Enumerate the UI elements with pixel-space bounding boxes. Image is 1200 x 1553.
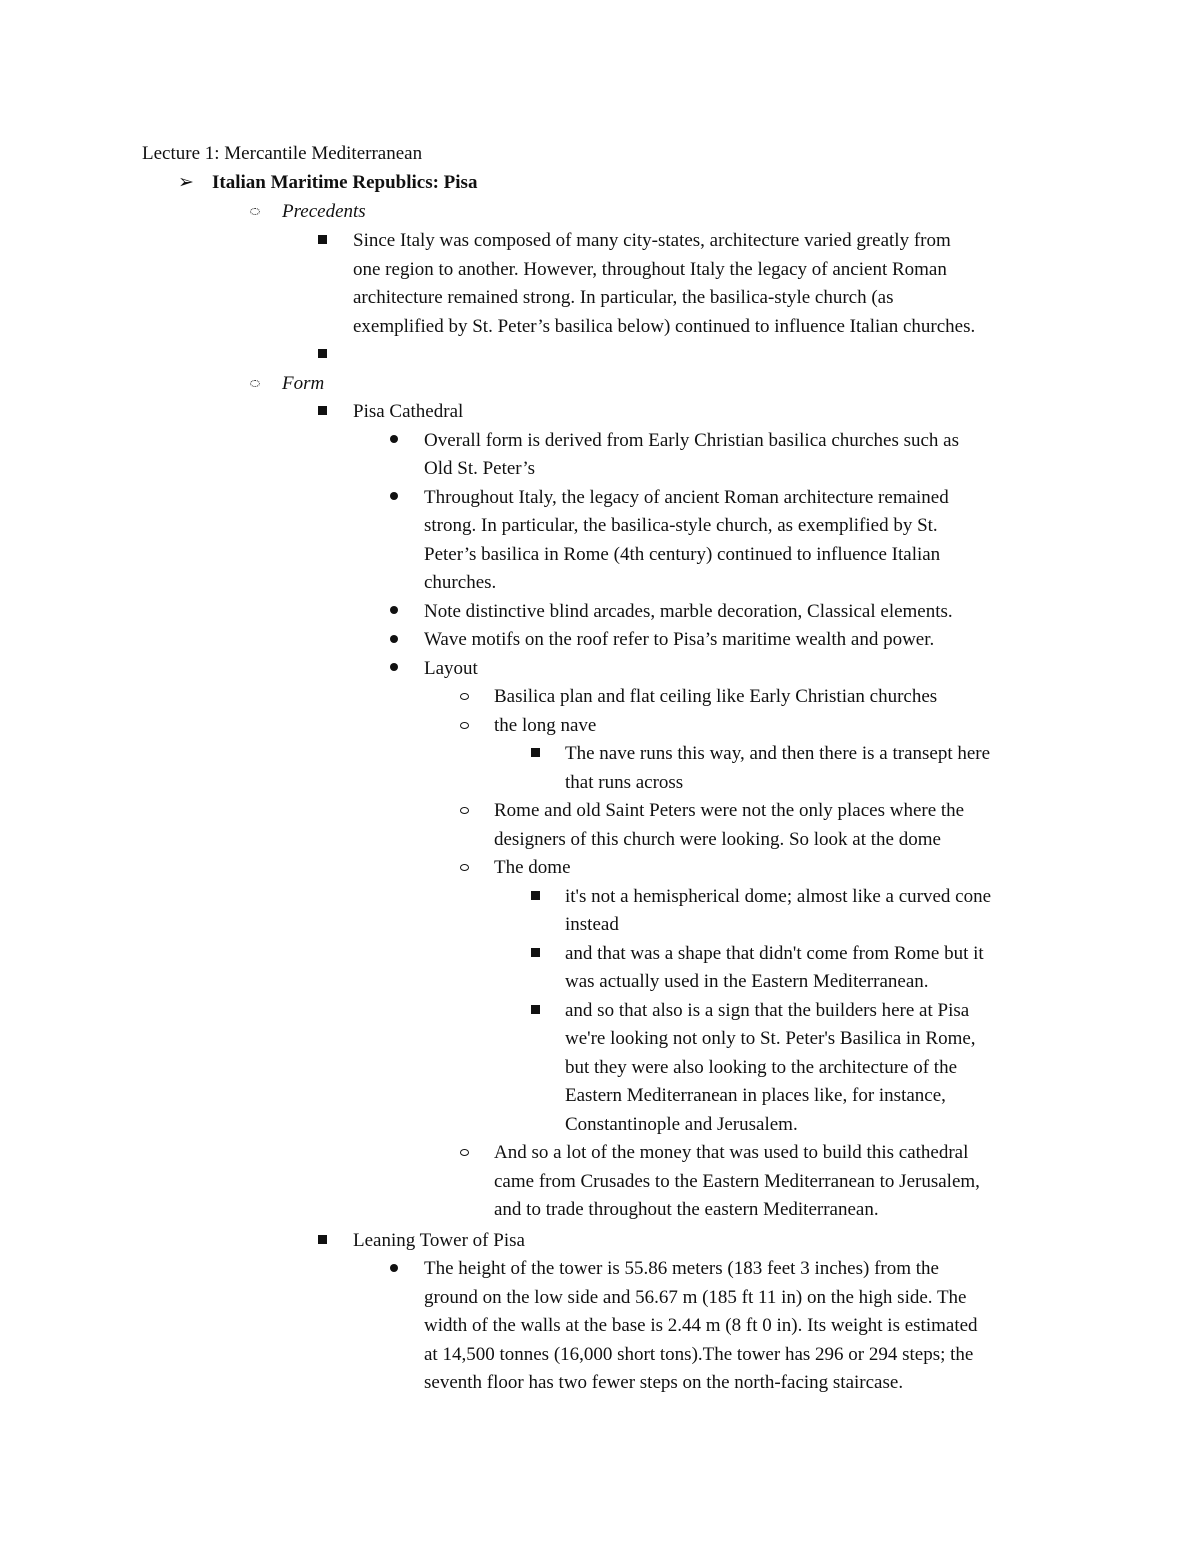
tower-point: at 14,500 tonnes (16,000 short tons).The tower has 296 or 294 steps; the bbox=[424, 1343, 974, 1365]
tower-label: Leaning Tower of Pisa bbox=[353, 1229, 525, 1251]
dome-subitem: and so that also is a sign that the builders here at Pisa bbox=[565, 999, 970, 1021]
square-bullet-icon bbox=[531, 940, 540, 969]
ring-bullet-icon bbox=[460, 797, 469, 826]
hollow-bullet-icon bbox=[250, 370, 260, 399]
precedents-label: Precedents bbox=[282, 201, 366, 222]
dome-subitem: Constantinople and Jerusalem. bbox=[565, 1113, 798, 1135]
tower-point: The height of the tower is 55.86 meters (183 feet 3 inches) from the bbox=[424, 1258, 939, 1279]
layout-item: designers of this church were looking. So look at the dome bbox=[494, 828, 941, 850]
layout-label: Layout bbox=[424, 657, 478, 679]
layout-item: And so a lot of the money that was used to build this cathedral bbox=[494, 1142, 969, 1163]
form-label: Form bbox=[282, 372, 325, 394]
round-bullet-icon bbox=[390, 598, 398, 627]
tower-point: width of the walls at the base is 2.44 m (8 ft 0 in). Its weight is estimated bbox=[424, 1315, 978, 1336]
cathedral-point: churches. bbox=[424, 572, 497, 593]
ring-bullet-icon bbox=[460, 712, 469, 741]
dome-subitem: but they were also looking to the architecture of the bbox=[565, 1056, 958, 1078]
round-bullet-icon bbox=[390, 484, 398, 513]
precedents-paragraph-line: Since Italy was composed of many city-states, architecture varied greatly from bbox=[353, 230, 951, 251]
round-bullet-icon bbox=[390, 1255, 398, 1284]
tower-point: seventh floor has two fewer steps on the north-facing staircase. bbox=[424, 1372, 904, 1393]
dome-subitem: and that was a shape that didn't come from Rome but it bbox=[565, 942, 984, 964]
cathedral-point: Old St. Peter’s bbox=[424, 458, 536, 479]
layout-item: Rome and old Saint Peters were not the only places where the bbox=[494, 800, 965, 821]
square-bullet-icon bbox=[318, 1227, 327, 1256]
hollow-bullet-icon bbox=[250, 198, 260, 227]
cathedral-point: Note distinctive blind arcades, marble decoration, Classical elements. bbox=[424, 600, 953, 622]
square-bullet-icon bbox=[318, 398, 327, 427]
dome-subitem: was actually used in the Eastern Mediterranean. bbox=[565, 971, 929, 992]
layout-subitem: that runs across bbox=[565, 771, 684, 793]
cathedral-point: Wave motifs on the roof refer to Pisa’s maritime wealth and power. bbox=[424, 629, 935, 650]
ring-bullet-icon bbox=[460, 683, 469, 712]
layout-item: the long nave bbox=[494, 714, 597, 736]
cathedral-label: Pisa Cathedral bbox=[353, 401, 464, 422]
square-bullet-icon bbox=[318, 227, 327, 256]
cathedral-point: Throughout Italy, the legacy of ancient Roman architecture remained bbox=[424, 486, 949, 508]
ring-bullet-icon bbox=[460, 1139, 469, 1168]
square-bullet-icon bbox=[531, 883, 540, 912]
cathedral-point: Peter’s basilica in Rome (4th century) continued to influence Italian bbox=[424, 543, 941, 565]
ring-bullet-icon bbox=[460, 854, 469, 883]
round-bullet-icon bbox=[390, 655, 398, 684]
dome-subitem: it's not a hemispherical dome; almost like a curved cone bbox=[565, 885, 992, 907]
layout-item: came from Crusades to the Eastern Mediterranean to Jerusalem, bbox=[494, 1170, 980, 1192]
layout-subitem: The nave runs this way, and then there is a transept here bbox=[565, 743, 991, 764]
round-bullet-icon bbox=[390, 626, 398, 655]
layout-item: The dome bbox=[494, 857, 571, 878]
cathedral-point: Overall form is derived from Early Christian basilica churches such as bbox=[424, 429, 959, 451]
precedents-paragraph-line: exemplified by St. Peter’s basilica below) continued to influence Italian churches. bbox=[353, 315, 976, 337]
square-bullet-icon bbox=[531, 740, 540, 769]
precedents-paragraph-line: one region to another. However, throughout Italy the legacy of ancient Roman bbox=[353, 258, 947, 280]
dome-subitem: instead bbox=[565, 914, 619, 935]
tower-point: ground on the low side and 56.67 m (185 ft 11 in) on the high side. The bbox=[424, 1286, 967, 1308]
document-title: Lecture 1: Mercantile Mediterranean bbox=[142, 143, 423, 164]
round-bullet-icon bbox=[390, 427, 398, 456]
square-bullet-icon bbox=[318, 341, 327, 370]
dome-subitem: Eastern Mediterranean in places like, for instance, bbox=[565, 1085, 946, 1106]
square-bullet-icon bbox=[531, 997, 540, 1026]
arrowhead-bullet-icon: ➢ bbox=[178, 172, 194, 193]
dome-subitem: we're looking not only to St. Peter's Basilica in Rome, bbox=[565, 1028, 976, 1049]
cathedral-point: strong. In particular, the basilica-style church, as exemplified by St. bbox=[424, 515, 938, 536]
layout-item: Basilica plan and flat ceiling like Early Christian churches bbox=[494, 686, 938, 707]
section-heading: Italian Maritime Republics: Pisa bbox=[212, 172, 478, 193]
precedents-paragraph-line: architecture remained strong. In particular, the basilica-style church (as bbox=[353, 287, 894, 308]
layout-item: and to trade throughout the eastern Mediterranean. bbox=[494, 1199, 879, 1220]
